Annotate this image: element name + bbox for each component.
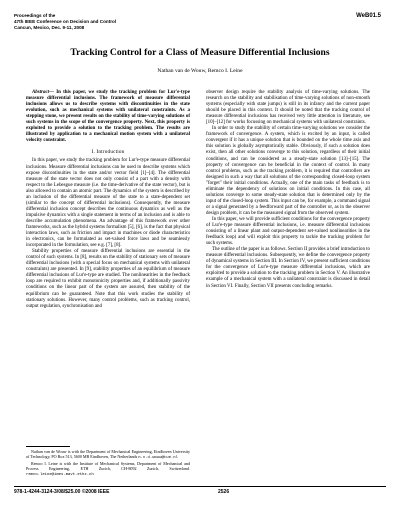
author2-email: remco.leine@imes.mavt.ethz.ch bbox=[26, 473, 94, 478]
footnote-rule bbox=[26, 446, 70, 447]
right-column bbox=[206, 90, 370, 290]
body-paragraph: The outline of the paper is as follows. Section II provides a brief introduction to measure differential inclusions. Subsequently, we define the convergence property of dynamical systems in Section III. In Section IV, we present sufficient conditions for the convergence of Lur'e-type measure differential inclusions, which are exploited to provide a solution to the tracking problem in Section V. An illustrative example of a mechanical system with a unilateral constraint is discussed in detail in Section VI. Finally, Section VII presents concluding remarks. bbox=[206, 247, 370, 289]
body-paragraph: In this paper, we will provide sufficient conditions for the convergence property of Lur'e-type measure differential inclusions, i.e. measure differential inclusions consisting of a linear plant and output-dependent set-valued nonlinearities in the feedback loop) and will exploit this property to tackle the tracking problem for such systems. bbox=[206, 216, 370, 247]
footnotes bbox=[26, 449, 190, 478]
abstract-label: Abstract bbox=[32, 90, 50, 95]
footer-rule bbox=[14, 486, 386, 487]
body-paragraph: In order to study the stability of certain time-varying solutions we consider the framework of convergence. A system, which is excited by an input, is called convergent if it has a unique solution that is bounded on the whole time axis and this solution is globally asymptotically stable. Obviously, if such a solution does exist, then all other solutions converge to this solution, regardless of their initial conditions, and can be considered as a steady-state solution [13]–[15]. The property of convergence can be beneficial in the context of control. In many control problems, such as the tracking problem, it is required that controllers are designed in such a way that all solutions of the corresponding closed-loop system "forget" their initial conditions. Actually, one of the main tasks of feedback is to eliminate the dependency of solutions on initial conditions. In this case, all solutions converge to some steady-state solution that is determined only by the input of the closed-loop system. This input can be, for example, a command signal or a signal generated by a feedforward part of the controller or, as in the observer design problem, it can be the measured signal from the observed system. bbox=[206, 126, 370, 216]
session-code: WeB01.5 bbox=[356, 13, 381, 19]
conference-location: Cancun, Mexico, Dec. 9-11, 2008 bbox=[14, 25, 85, 30]
section-heading: I. Introduction bbox=[91, 149, 125, 156]
body-paragraph: In this paper, we study the tracking problem for Lur'e-type measure differential inclusions. Measure differential inclusions can be used to describe systems which expose discontinuities in the state and/or vector field [1]–[4]. The differential measure of the state vector does not only consist of a part with a density with respect to the Lebesgue measure (i.e. the time-derivative of the state vector), but is also allowed to contain an atomic part. The dynamics of the system is described by an inclusion of the differential measure of the state to a state-dependent set (similar to the concept of differential inclusions). Consequently, the measure differential inclusion concept describes the continuous dynamics as well as the impulsive dynamics with a single statement in terms of an inclusion and is able to describe accumulation phenomena. An advantage of this framework over other frameworks, such as the hybrid systems formalism [5], [6], is the fact that physical interaction laws, such as friction and impact in machines or diode characteristics in electronics, can be formulated as set-valued force laws and be seamlessly incorporated in the formulation, see e.g. [7], [8]. bbox=[26, 158, 190, 249]
author1-footnote: Nathan van de Wouw is with the Department of Mechanical Engineering, Eindhoven University of Technology, PO Box 513, 5600 MB Eindhoven, The Netherlands n.v.d.wouw@tue.nl bbox=[26, 449, 190, 461]
proceedings-line: Proceedings of the bbox=[14, 13, 56, 18]
left-column bbox=[26, 90, 190, 310]
paper-title: Tracking Control for a Class of Measure Differential Inclusions bbox=[70, 47, 330, 58]
author2-footnote: Remco I. Leine is with the Institute of Mechanical Systems, Department of Mechanical and Process Engineering, ETH Zurich, CH-8092 Zurich, Switzerland. remco.leine@imes.mavt.ethz.ch bbox=[26, 461, 190, 478]
body-paragraph: observer design require the stability analysis of time-varying solutions. The research on the stability and stabilisation of time-varying solutions of non-smooth systems (especially with state jumps) is still in its infancy and the current paper should be placed in this context. It should be noted that the tracking control of measure differential inclusions has received very little attention in literature, see [10]–[12] for works focussing on mechanical systems with unilateral constraints. bbox=[206, 90, 370, 126]
page-number: 2526 bbox=[218, 489, 230, 495]
abstract-text: — In this paper, we study the tracking problem for Lur'e-type measure differential inclusions. The framework of measure differential inclusions allows us to describe systems with discontinuities in the state evolution, such as mechanical systems with unilateral constraints. As a stepping stone, we present results on the stability of time-varying solutions of such systems in the scope of the convergence property. Next, this property is exploited to provide a solution to the tracking problem. The results are illustrated by application to a mechanical motion system with a unilateral velocity constraint. bbox=[26, 90, 190, 144]
proceedings-header bbox=[14, 13, 116, 31]
conference-name: 47th IEEE Conference on Decision and Control bbox=[14, 19, 117, 24]
author1-email: n.v.d.wouw@tue.nl bbox=[138, 456, 178, 461]
isbn-copyright: 978-1-4244-3124-3/08/$25.00 ©2008 IEEE bbox=[14, 489, 110, 495]
abstract bbox=[26, 90, 190, 144]
paper-authors: Nathan van de Wouw, Remco I. Leine bbox=[157, 68, 243, 74]
body-paragraph: Stability properties of measure differential inclusions are essential in the control of such systems. In [8], results on the stability of stationary sets of measure differential inclusions (with a special focus on mechanical systems with unilateral constraints) are presented. In [9], stability properties of an equilibrium of measure differential inclusions of Lur'e-type are studied. The nonlinearities in the feedback loop are required to exhibit monotonicity properties and, if additionally passivity conditions on the linear part of the system are assured, then stability of the equilibrium can be guaranteed. Note that this work studies the stability of stationary solutions. However, many control problems, such as tracking control, output regulation, synchronisation and bbox=[26, 249, 190, 309]
